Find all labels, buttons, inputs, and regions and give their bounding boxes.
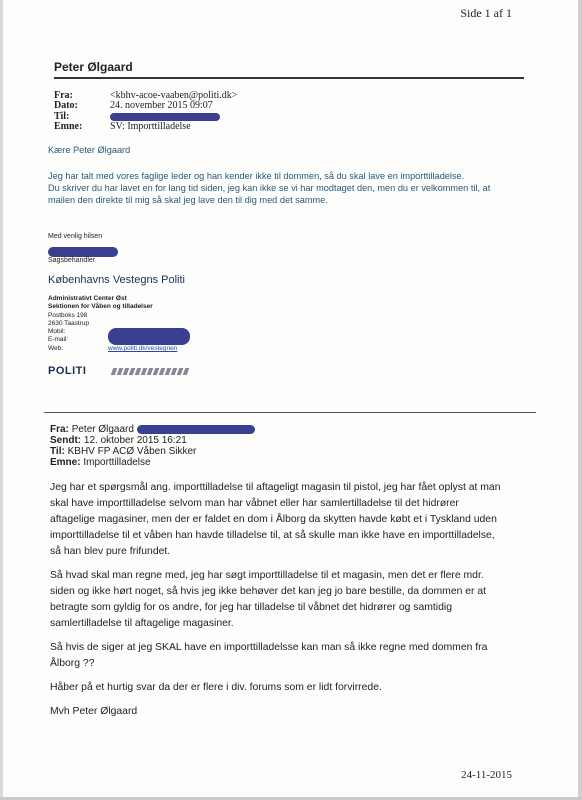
header-subject-value: SV: Importtilladelse <box>110 121 191 132</box>
logo-stripes <box>112 368 190 375</box>
web-link[interactable]: www.politi.dk/vestegnen <box>108 345 178 352</box>
reply-greeting: Kære Peter Ølgaard <box>48 145 131 155</box>
web-label: Web: <box>48 345 64 352</box>
page-number: Side 1 af 1 <box>460 6 512 20</box>
signature-org: Københavns Vestegns Politi <box>48 274 185 286</box>
original-subject <box>50 457 151 468</box>
politi-logo: POLITI <box>48 365 87 377</box>
redaction-mark <box>137 425 255 434</box>
original-to-value: KBHV FP ACØ Våben Sikker <box>67 446 197 457</box>
message-p1-line-1: Jeg har et spørgsmål ang. importtilladelse til aftageligt magasin til pistol, jeg har fået oplyst at man <box>50 482 501 493</box>
reply-line-3: mailen den direkte til mig så skal jeg lave den til dig med det samme. <box>48 195 328 205</box>
message-closing: Mvh Peter Ølgaard <box>50 706 138 717</box>
scan-edge-left <box>0 0 3 800</box>
message-p1-line-5: så han blev pure frifundet. <box>50 546 171 557</box>
scan-edge-right <box>578 0 582 800</box>
message-p2-line-1: Så hvad skal man regne med, jeg har søgt importtilladelse til et magasin, men det er flere mdr. <box>50 570 484 581</box>
sender-divider <box>54 77 524 79</box>
header-date-value: 24. november 2015 09:07 <box>110 100 213 111</box>
mobile-label: Mobil: <box>48 328 66 335</box>
original-to-label: Til: <box>50 446 65 457</box>
header-from-value: <kbhv-acoe-vaaben@politi.dk> <box>110 90 238 101</box>
header-subject-label: Emne: <box>54 121 83 132</box>
message-p4: Håber på et hurtig svar da der er flere i div. forums som er lidt forvirrede. <box>50 682 382 693</box>
header-to-label: Til: <box>54 111 70 122</box>
message-p1-line-4: importtilladelse til et våben han havde tilladelse til, at så skulle man ikke have en importtilladelse, <box>50 530 495 541</box>
original-sent <box>50 435 187 446</box>
redaction-mark <box>110 113 220 121</box>
signature-dept-1: Administrativt Center Øst <box>48 295 127 302</box>
original-sent-value: 12. oktober 2015 16:21 <box>83 435 187 446</box>
redaction-mark <box>48 247 118 257</box>
email-label: E-mail: <box>48 336 69 343</box>
original-sent-label: Sendt: <box>50 435 82 446</box>
redaction-mark <box>108 328 190 345</box>
signature-web <box>48 345 178 353</box>
original-subject-value: Importtilladelse <box>83 457 151 468</box>
message-p3-line-1: Så hvis de siger at jeg SKAL have en importtilladelsse kan man så ikke regne med dommen fra <box>50 642 488 653</box>
original-to <box>50 446 196 457</box>
message-p1-line-3: aftagelige magasiner, men der er faldet en dom i Ålborg da skytten havde købt et i Tyskland uden <box>50 514 497 525</box>
signature-contact-redaction <box>108 328 190 346</box>
original-subject-label: Emne: <box>50 457 81 468</box>
signature-title: Sagsbehandler <box>48 257 96 264</box>
signature-mobile <box>48 328 65 336</box>
message-p2-line-3: betragte som gyldig for os andre, for jeg har tilladelse til våbnet det hidrører og samtidig <box>50 602 452 613</box>
header-date-label: Dato: <box>54 100 78 111</box>
header-date <box>54 101 213 111</box>
header-from-label: Fra: <box>54 90 73 101</box>
footer-date: 24-11-2015 <box>461 769 512 781</box>
reply-line-1: Jeg har talt med vores faglige leder og han kender ikke til dommen, så du skal lave en importtilladelse. <box>48 171 465 181</box>
original-from <box>50 424 255 435</box>
sender-name: Peter Ølgaard <box>54 60 133 74</box>
signature-email <box>48 336 68 344</box>
message-p1-line-2: skal have importtilladelse selvom man har våbnet eller har samlertilladelse til det hidrører <box>50 498 459 509</box>
signature-dept-2: Sektionen for Våben og tilladelser <box>48 303 153 310</box>
original-from-value: Peter Ølgaard <box>71 424 134 435</box>
signature-address-1: Postboks 198 <box>48 312 88 319</box>
original-from-label: Fra: <box>50 424 69 435</box>
message-p2-line-4: samlertilladelse til aftagelige magasiner. <box>50 618 234 629</box>
message-p3-line-2: Ålborg ?? <box>50 658 95 669</box>
reply-line-2: Du skriver du har lavet en for lang tid siden, jeg kan ikke se vi har modtaget den, men du er velkommen til, at <box>48 183 491 193</box>
signature-regards: Med venlig hilsen <box>48 233 103 240</box>
signature-address-2: 2630 Taastrup <box>48 320 90 327</box>
original-message-divider <box>44 412 536 413</box>
header-subject <box>54 122 191 132</box>
message-p2-line-2: siden og ikke hørt noget, så hvis jeg ikke behøver det kan jeg jo bare bestille, da dommen er at <box>50 586 487 597</box>
